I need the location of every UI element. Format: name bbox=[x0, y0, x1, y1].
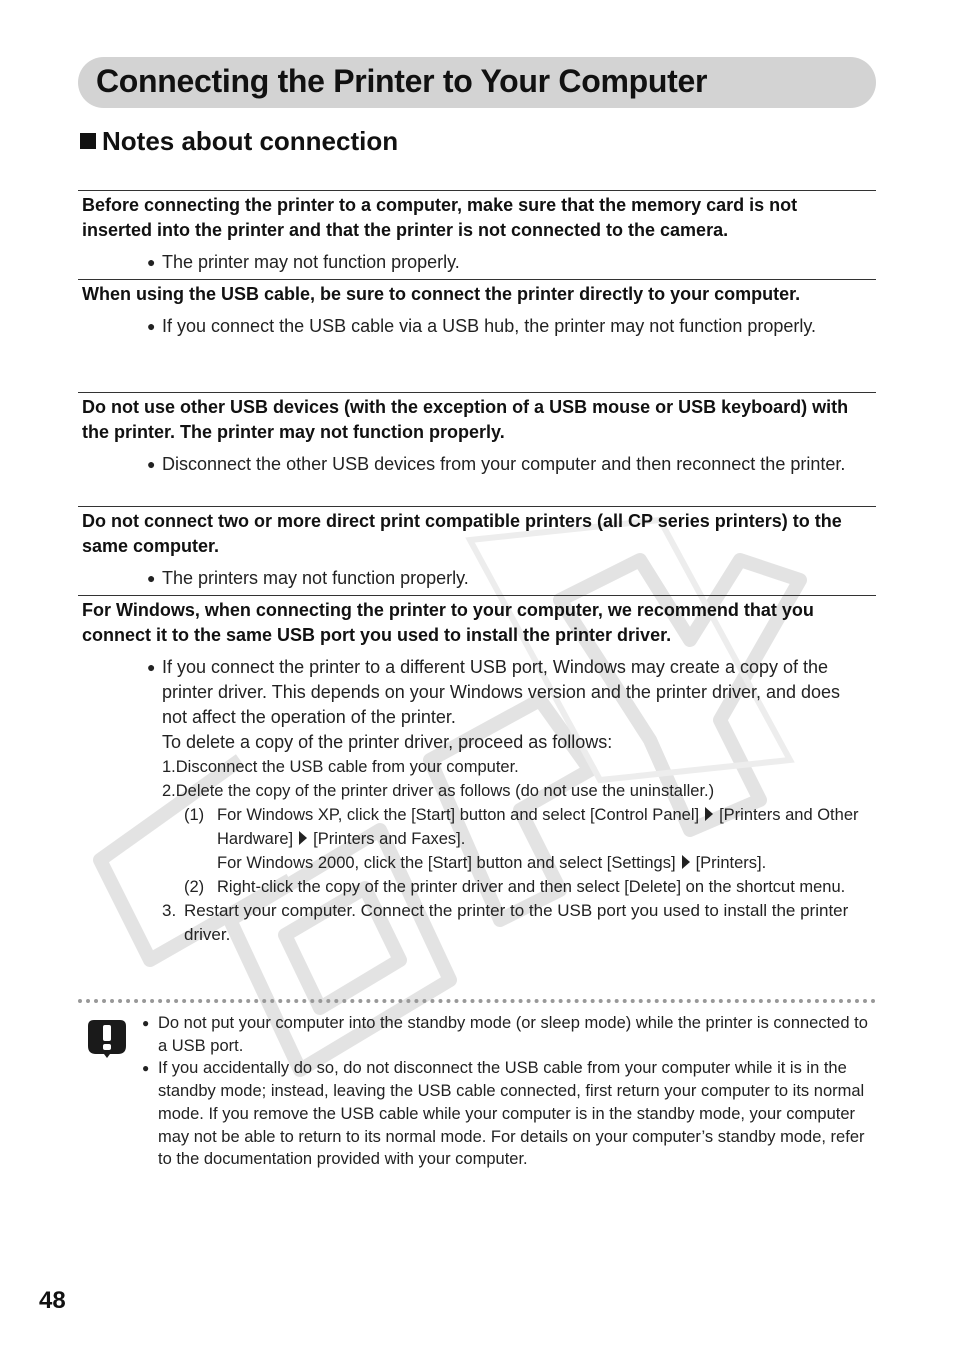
note-bullet bbox=[147, 655, 876, 730]
substep-number: (2) bbox=[184, 878, 205, 896]
bullet-dot-icon: ● bbox=[147, 456, 156, 472]
caution-item bbox=[142, 1012, 876, 1057]
substep-2000-b: [Printers]. bbox=[695, 854, 767, 872]
step-3-text: Restart your computer. Connect the printer to the USB port you used to install the printer driver. bbox=[184, 901, 849, 944]
note-block bbox=[78, 190, 876, 275]
note-block bbox=[78, 392, 876, 477]
step-1: 1.Disconnect the USB cable from your computer. bbox=[162, 758, 519, 776]
note-bullet bbox=[147, 250, 876, 275]
note-lead: For Windows, when connecting the printer to your computer, we recommend that you connect it to the same USB port you used to install the printer driver. bbox=[82, 600, 814, 645]
note-block bbox=[78, 279, 876, 339]
note-bullet-text: If you connect the printer to a different USB port, Windows may create a copy of the printer driver. This depends on your Windows version and the printer driver, and does not affect the operation of the printer. bbox=[162, 657, 841, 727]
note-bullet-text: If you connect the USB cable via a USB hub, the printer may not function properly. bbox=[162, 316, 817, 336]
caution-list bbox=[142, 1012, 876, 1171]
bullet-dot-icon: ● bbox=[147, 318, 156, 334]
step-3 bbox=[162, 899, 876, 947]
note-bullet bbox=[147, 314, 876, 339]
note-lead: Do not connect two or more direct print compatible printers (all CP series printers) to the same computer. bbox=[82, 511, 842, 556]
note-block bbox=[78, 595, 876, 947]
note-bullet-text: The printer may not function properly. bbox=[162, 252, 460, 272]
substep-text: Right-click the copy of the printer driver and then select [Delete] on the shortcut menu. bbox=[217, 878, 846, 896]
bullet-dot-icon: ● bbox=[147, 570, 156, 586]
note-bullet-text: Disconnect the other USB devices from your computer and then reconnect the printer. bbox=[162, 454, 846, 474]
title-bar bbox=[78, 57, 876, 108]
note-bullet-text: The printers may not function properly. bbox=[162, 568, 469, 588]
note-lead: Before connecting the printer to a computer, make sure that the memory card is not inserted into the printer and that the printer is not connected to the camera. bbox=[82, 195, 798, 240]
caution-text: If you accidentally do so, do not disconnect the USB cable from your computer while it is in the standby mode; instead, leaving the USB cable connected, first return your computer to its normal mode. If you remove the USB cable while your computer is in the standby mode, your computer may not be able to return to its normal mode. For details on your computer’s standby mode, refer to the documentation provided with your computer. bbox=[158, 1059, 865, 1169]
substep-xp-a: For Windows XP, click the [Start] button and select [Control Panel] bbox=[217, 806, 700, 824]
substep-number: (1) bbox=[184, 806, 205, 824]
arrow-right-icon bbox=[299, 831, 307, 845]
arrow-right-icon bbox=[705, 807, 713, 821]
section-heading bbox=[80, 126, 398, 157]
delete-intro: To delete a copy of the printer driver, proceed as follows: bbox=[162, 732, 613, 752]
note-lead: Do not use other USB devices (with the exception of a USB mouse or USB keyboard) with the printer. The printer may not function properly. bbox=[82, 397, 849, 442]
substep-xp-b: [Printers and Other Hardware] bbox=[217, 806, 859, 848]
substep-xp-c: [Printers and Faxes]. bbox=[313, 830, 466, 848]
substep-2000-a: For Windows 2000, click the [Start] button and select [Settings] bbox=[217, 854, 676, 872]
page-number: 48 bbox=[39, 1287, 66, 1314]
bullet-dot-icon: ● bbox=[142, 1016, 150, 1030]
section-heading-text: Notes about connection bbox=[102, 126, 399, 156]
note-bullet bbox=[147, 452, 876, 477]
caution-item bbox=[142, 1057, 876, 1171]
note-lead: When using the USB cable, be sure to connect the printer directly to your computer. bbox=[82, 284, 801, 304]
arrow-right-icon bbox=[682, 855, 690, 869]
dotted-divider bbox=[78, 999, 876, 1003]
step-2: 2.Delete the copy of the printer driver as follows (do not use the uninstaller.) bbox=[162, 782, 715, 800]
bullet-dot-icon: ● bbox=[147, 659, 156, 675]
square-bullet-icon bbox=[80, 133, 96, 149]
substep-2 bbox=[184, 875, 876, 899]
caution-text: Do not put your computer into the standby mode (or sleep mode) while the printer is connected to a USB port. bbox=[158, 1014, 868, 1055]
substep-1 bbox=[184, 803, 876, 875]
bullet-dot-icon: ● bbox=[147, 254, 156, 270]
step-number: 3. bbox=[162, 901, 177, 920]
bullet-dot-icon: ● bbox=[142, 1061, 150, 1076]
caution-icon bbox=[86, 1018, 128, 1058]
note-bullet bbox=[147, 566, 876, 591]
note-block bbox=[78, 506, 876, 591]
page-title: Connecting the Printer to Your Computer bbox=[96, 63, 708, 99]
